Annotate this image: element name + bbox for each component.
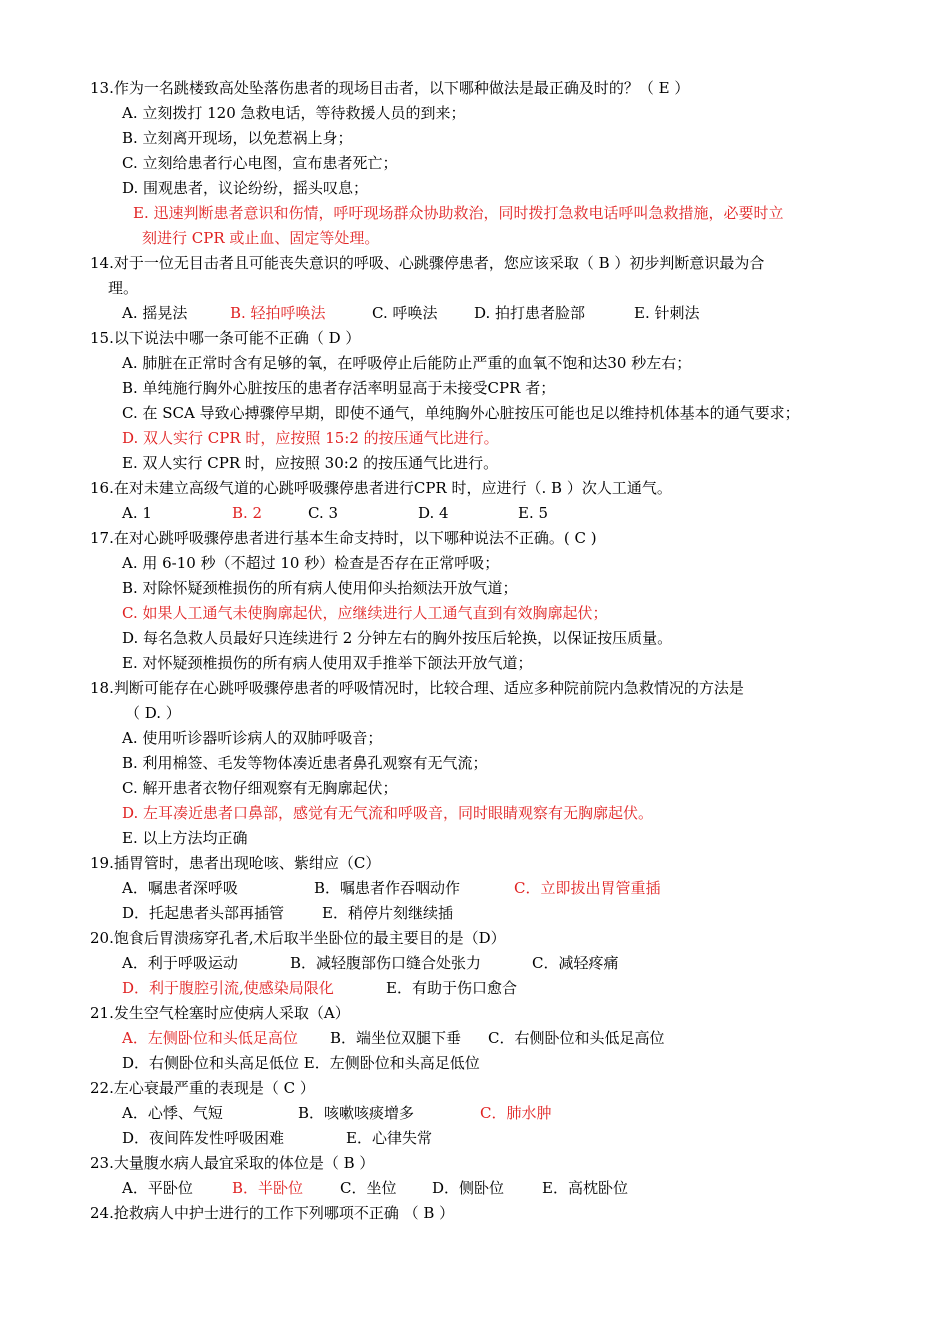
question-23-option-e: E．高枕卧位	[542, 1179, 628, 1197]
question-18-stem: 18.判断可能存在心跳呼吸骤停患者的呼吸情况时，比较合理、适应多种院前院内急救情况的方法是	[90, 679, 744, 697]
question-20-option-c: C．减轻疼痛	[532, 954, 619, 972]
question-20-options-row2	[122, 978, 722, 998]
question-19-options-row1	[122, 878, 722, 898]
question-23-options	[122, 1178, 722, 1198]
question-17-stem: 17.在对心跳呼吸骤停患者进行基本生命支持时，以下哪种说法不正确。( C )	[90, 529, 597, 547]
question-15-option-c: C. 在 SCA 导致心搏骤停早期，即使不通气，单纯胸外心脏按压可能也足以维持机体基本的通气要求；	[122, 404, 800, 422]
question-16-option-a: A. 1	[122, 504, 152, 522]
question-19-option-b: B．嘱患者作吞咽动作	[314, 879, 461, 897]
question-20-option-b: B．减轻腹部伤口缝合处张力	[290, 954, 482, 972]
question-18-option-d-answer: D. 左耳凑近患者口鼻部，感觉有无气流和呼吸音，同时眼睛观察有无胸廓起伏。	[122, 804, 654, 822]
question-20-stem: 20.饱食后胃溃疡穿孔者,术后取半坐卧位的最主要目的是（D）	[90, 929, 506, 947]
question-13-option-b: B. 立刻离开现场，以免惹祸上身；	[122, 129, 353, 147]
question-14-option-c: C. 呼唤法	[372, 304, 438, 322]
question-13-option-c: C. 立刻给患者行心电图，宣布患者死亡；	[122, 154, 398, 172]
question-15-option-d-answer: D. 双人实行 CPR 时，应按照 15:2 的按压通气比进行。	[122, 429, 499, 447]
question-22-option-c-answer: C．肺水肿	[480, 1104, 552, 1122]
question-20-option-a: A．利于呼吸运动	[122, 954, 238, 972]
question-15-stem: 15.以下说法中哪一条可能不正确（ D ）	[90, 329, 361, 347]
question-22-option-d: D．夜间阵发性呼吸困难	[122, 1129, 285, 1147]
question-19-option-c-answer: C．立即拔出胃管重插	[514, 879, 661, 897]
question-15-option-b: B. 单纯施行胸外心脏按压的患者存活率明显高于未接受CPR 者；	[122, 379, 556, 397]
question-19-option-d: D．托起患者头部再插管	[122, 904, 285, 922]
question-14-option-d: D. 拍打患者脸部	[474, 304, 586, 322]
question-21-options-row1	[122, 1028, 742, 1048]
question-21-stem: 21.发生空气栓塞时应使病人采取（A）	[90, 1004, 350, 1022]
question-21-options-row2: D．右侧卧位和头高足低位 E．左侧卧位和头高足低位	[122, 1054, 480, 1072]
question-13-option-d: D. 围观患者，议论纷纷，摇头叹息；	[122, 179, 369, 197]
question-16-options	[122, 503, 622, 523]
question-22-option-e: E．心律失常	[346, 1129, 432, 1147]
question-15-option-a: A. 肺脏在正常时含有足够的氧，在呼吸停止后能防止严重的血氧不饱和达30 秒左右；	[122, 354, 692, 372]
question-22-stem: 22.左心衰最严重的表现是（ C ）	[90, 1079, 315, 1097]
question-20-options-row1	[122, 953, 722, 973]
question-14-stem: 14.对于一位无目击者且可能丧失意识的呼吸、心跳骤停患者，您应该采取（ B ）初步判断意识最为合	[90, 254, 765, 272]
question-17-option-d: D. 每名急救人员最好只连续进行 2 分钟左右的胸外按压后轮换，以保证按压质量。	[122, 629, 673, 647]
question-18-option-a: A. 使用听诊器听诊病人的双肺呼吸音；	[122, 729, 383, 747]
question-19-options-row2	[122, 903, 722, 923]
question-23-stem: 23.大量腹水病人最宜采取的体位是（ B ）	[90, 1154, 375, 1172]
question-18-option-b: B. 利用棉签、毛发等物体凑近患者鼻孔观察有无气流；	[122, 754, 488, 772]
question-16-option-d: D. 4	[418, 504, 449, 522]
question-23-option-c: C．坐位	[340, 1179, 397, 1197]
question-20-option-d-answer: D．利于腹腔引流,使感染局限化	[122, 979, 334, 997]
question-13-stem: 13.作为一名跳楼致高处坠落伤患者的现场目击者，以下哪种做法是最正确及时的？（ E ）	[90, 79, 690, 97]
question-19-stem: 19.插胃管时，患者出现呛咳、紫绀应（C）	[90, 854, 381, 872]
question-22-options-row1	[122, 1103, 722, 1123]
question-14-option-e: E. 针刺法	[634, 304, 700, 322]
question-20-option-e: E．有助于伤口愈合	[386, 979, 517, 997]
question-19-option-e: E．稍停片刻继续插	[322, 904, 453, 922]
question-13-option-e-answer-cont: 刻进行 CPR 或止血、固定等处理。	[142, 229, 380, 247]
question-23-option-d: D．侧卧位	[432, 1179, 505, 1197]
question-13-option-a: A. 立刻拨打 120 急救电话，等待救援人员的到来；	[122, 104, 466, 122]
question-18-answer-slot: （ D. ）	[125, 704, 181, 722]
question-14-option-b-answer: B. 轻拍呼唤法	[230, 304, 326, 322]
question-24-stem: 24.抢救病人中护士进行的工作下列哪项不正确 （ B ）	[90, 1204, 455, 1222]
question-22-options-row2	[122, 1128, 722, 1148]
question-16-option-e: E. 5	[518, 504, 549, 522]
question-14-option-a: A. 摇晃法	[122, 304, 188, 322]
question-19-option-a: A．嘱患者深呼吸	[122, 879, 238, 897]
question-17-option-c-answer: C. 如果人工通气未使胸廓起伏，应继续进行人工通气直到有效胸廓起伏；	[122, 604, 608, 622]
question-16-option-b-answer: B. 2	[232, 504, 263, 522]
question-18-option-c: C. 解开患者衣物仔细观察有无胸廓起伏；	[122, 779, 398, 797]
question-17-option-e: E. 对怀疑颈椎损伤的所有病人使用双手推举下颌法开放气道；	[122, 654, 533, 672]
question-17-option-b: B. 对除怀疑颈椎损伤的所有病人使用仰头抬颏法开放气道；	[122, 579, 518, 597]
question-21-option-a-answer: A．左侧卧位和头低足高位	[122, 1029, 298, 1047]
question-21-option-c: C．右侧卧位和头低足高位	[488, 1029, 665, 1047]
question-17-option-a: A. 用 6-10 秒（不超过 10 秒）检查是否存在正常呼吸；	[122, 554, 500, 572]
question-13-option-e-answer: E. 迅速判断患者意识和伤情，呼吁现场群众协助救治，同时拨打急救电话呼叫急救措施，必要时立	[133, 204, 784, 222]
question-21-option-b: B．端坐位双腿下垂	[330, 1029, 462, 1047]
question-22-option-a: A．心悸、气短	[122, 1104, 223, 1122]
question-15-option-e: E. 双人实行 CPR 时，应按照 30:2 的按压通气比进行。	[122, 454, 499, 472]
question-18-option-e: E. 以上方法均正确	[122, 829, 248, 847]
question-16-stem: 16.在对未建立高级气道的心跳呼吸骤停患者进行CPR 时，应进行（. B ）次人工通气。	[90, 479, 672, 497]
question-14-stem-cont: 理。	[108, 279, 139, 297]
question-14-options	[122, 303, 762, 323]
question-23-option-a: A．平卧位	[122, 1179, 193, 1197]
question-16-option-c: C. 3	[308, 504, 339, 522]
question-22-option-b: B．咳嗽咳痰增多	[298, 1104, 415, 1122]
question-23-option-b-answer: B．半卧位	[232, 1179, 304, 1197]
